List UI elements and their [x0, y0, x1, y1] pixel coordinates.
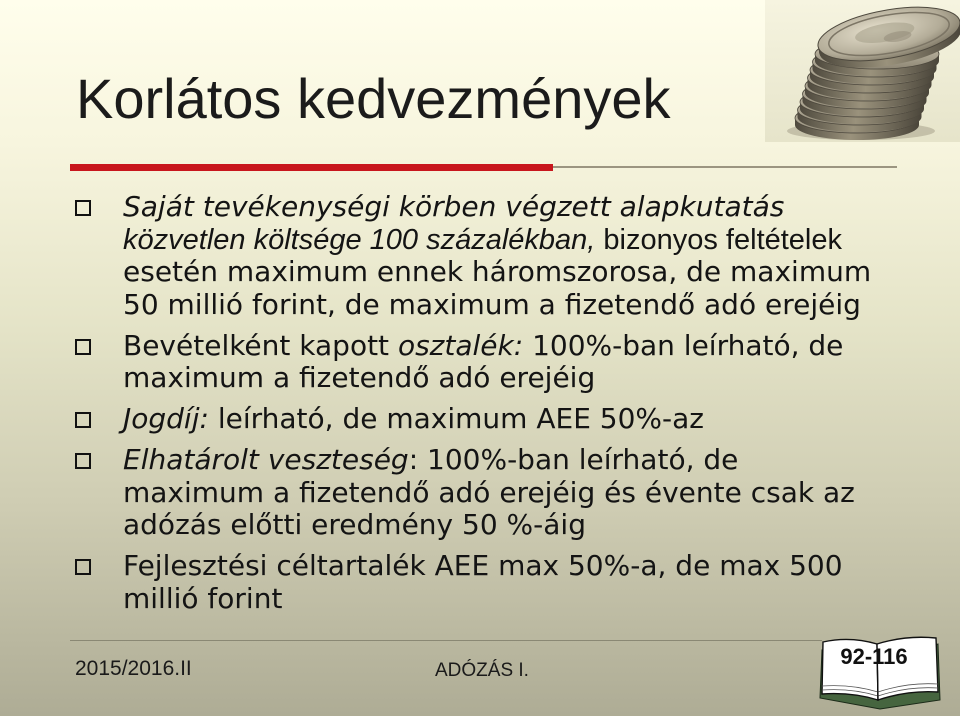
- footer-term: 2015/2016.II: [75, 657, 192, 680]
- bullet-text: maximum a fizetendő adó erejéig: [123, 361, 596, 394]
- bullet-line: [123, 256, 903, 289]
- bullet-item: [123, 444, 903, 542]
- bullet-text: Bevételként kapott: [123, 328, 390, 362]
- bullet-text: Saját tevékenységi körben végzett alapkutatás: [123, 190, 785, 223]
- bullet-line: [123, 403, 903, 436]
- bullet-text: 50 millió forint, de maximum a fizetendő adó erejéig: [123, 287, 861, 321]
- hollow-square-bullet-icon: [75, 453, 91, 469]
- title-accent-bar: [70, 164, 553, 171]
- bullet-line: [123, 191, 903, 224]
- bullet-text: leírható, de maximum AEE 50%-az: [217, 402, 704, 435]
- bullet-line: [123, 550, 903, 583]
- accent-bar-fill: [70, 164, 553, 171]
- bullet-item: [123, 330, 903, 395]
- bullet-line: [123, 224, 903, 257]
- bullet-text: bizonyos feltételek: [603, 223, 843, 256]
- bullet-text: esetén maximum ennek háromszorosa, de maximum: [123, 255, 872, 288]
- bullet-text: 100%-ban leírható, de: [532, 328, 844, 362]
- bullet-item: [123, 403, 903, 436]
- bullet-line: [123, 362, 903, 395]
- bullet-line: [123, 330, 903, 363]
- hollow-square-bullet-icon: [75, 559, 91, 575]
- bullet-line: [123, 477, 903, 510]
- hollow-square-bullet-icon: [75, 412, 91, 428]
- bullet-item: [123, 550, 903, 615]
- bullet-line: [123, 583, 903, 616]
- bullet-text: millió forint: [123, 581, 283, 615]
- bullet-text: Jogdíj:: [123, 402, 209, 435]
- bullet-line: [123, 289, 903, 322]
- bullet-text: Fejlesztési céltartalék AEE max 50%-a, de max 500: [123, 549, 843, 582]
- footer-course-title: ADÓZÁS I.: [435, 660, 529, 681]
- footer-divider-line: [70, 640, 822, 641]
- bullet-text: osztalék:: [397, 328, 524, 362]
- bullet-text: adózás előtti eredmény 50 %-áig: [123, 508, 586, 541]
- bullet-text: : 100%-ban leírható, de: [408, 443, 739, 476]
- bullet-text: közvetlen költsége 100 százalékban,: [123, 223, 596, 256]
- hollow-square-bullet-icon: [75, 200, 91, 216]
- bullet-list: [123, 191, 903, 615]
- slide-title: Korlátos kedvezmények: [76, 67, 671, 130]
- book-icon: [818, 630, 942, 710]
- hollow-square-bullet-icon: [75, 339, 91, 355]
- bullet-text: maximum a fizetendő adó erejéig és évente csak az: [123, 475, 855, 509]
- bullet-line: [123, 444, 903, 477]
- bullet-text: Elhatárolt veszteség: [123, 443, 409, 476]
- coin-stack-image: [765, 0, 960, 142]
- page-number: 92-116: [840, 644, 908, 669]
- book-spine: [878, 670, 879, 700]
- bullet-line: [123, 509, 903, 542]
- bullet-item: [123, 191, 903, 321]
